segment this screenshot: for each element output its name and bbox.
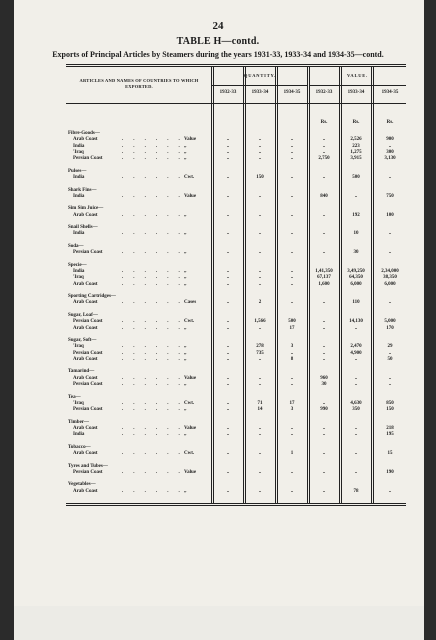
table-cell: .. xyxy=(322,469,326,475)
article-heading: Timber— xyxy=(68,419,90,425)
table-cell: .. xyxy=(258,451,262,456)
table-bottom-rule xyxy=(66,503,406,504)
unit-label: „ xyxy=(184,382,187,387)
table-cell: 500 xyxy=(288,319,296,325)
country-label: Persian Coast xyxy=(73,350,103,356)
country-label: Persian Coast xyxy=(73,156,103,162)
country-label: Arab Coast xyxy=(73,212,98,218)
table-cell: .. xyxy=(226,300,230,306)
leader-dots: . . . . . . xyxy=(122,269,185,274)
unit-label: „ xyxy=(184,432,187,438)
country-label: Persian Coast xyxy=(73,407,103,413)
table-cell: 50 xyxy=(387,356,393,362)
country-label: India xyxy=(73,193,85,199)
article-heading: Sporting Cartridges— xyxy=(68,294,116,300)
table-cell: 2,526 xyxy=(350,137,362,143)
table-cell: 223 xyxy=(352,143,360,149)
unit-label: Value xyxy=(184,137,197,143)
table-cell: .. xyxy=(354,356,358,362)
table-cell: 1 xyxy=(290,451,294,456)
leader-dots: . . . . . . xyxy=(122,425,185,431)
table-cell: 195 xyxy=(386,432,394,438)
table-cell: .. xyxy=(258,212,262,218)
table-cell: 38,350 xyxy=(383,275,397,281)
table-cell: 17 xyxy=(289,400,295,406)
table-cell: .. xyxy=(258,193,262,199)
unit-label: Cases xyxy=(184,300,197,306)
table-cell: 850 xyxy=(386,400,394,406)
value-unit-label: Rs. xyxy=(320,120,328,125)
table-cell: .. xyxy=(290,149,294,155)
table-cell: .. xyxy=(290,469,294,475)
table-top-rule-double xyxy=(66,66,406,67)
article-heading: Specie— xyxy=(68,262,87,268)
table-cell: 150 xyxy=(386,407,394,413)
unit-label: „ xyxy=(184,156,187,162)
article-heading: Tamarind— xyxy=(68,369,95,375)
leader-dots: . . . . . . xyxy=(122,281,185,287)
table-cell: .. xyxy=(226,425,230,431)
table-cell: 735 xyxy=(256,350,264,356)
table-cell: .. xyxy=(226,325,230,331)
country-label: Arab Coast xyxy=(73,425,98,431)
table-cell: 2,750 xyxy=(318,156,330,162)
table-cell: .. xyxy=(290,281,294,287)
leader-dots: . . . . . . xyxy=(122,356,185,362)
table-cell: 900 xyxy=(386,137,394,143)
table-cell: .. xyxy=(226,488,230,494)
table-cell: .. xyxy=(322,488,326,494)
article-heading: Tea— xyxy=(68,394,81,400)
table-cell: 5,000 xyxy=(384,319,396,325)
table-cell: .. xyxy=(290,350,294,356)
table-cell: 110 xyxy=(352,300,360,306)
table-cell: .. xyxy=(290,425,294,431)
table-cell: .. xyxy=(226,156,230,162)
table-cell: .. xyxy=(258,375,262,381)
table-cell: .. xyxy=(226,250,230,256)
table-top-rule xyxy=(66,64,406,65)
country-label: Arab Coast xyxy=(73,488,98,494)
article-heading: Fibre-Goods— xyxy=(68,131,100,136)
table-cell: .. xyxy=(290,275,294,281)
leader-dots: . . . . . . xyxy=(122,250,185,256)
table-cell: 71 xyxy=(257,400,263,406)
leader-dots: . . . . . . xyxy=(122,400,185,406)
table-cell: .. xyxy=(322,432,326,438)
table-cell: .. xyxy=(354,425,358,431)
leader-dots: . . . . . . xyxy=(122,319,185,325)
table-cell: .. xyxy=(258,269,262,274)
table-cell: 750 xyxy=(386,193,394,199)
table-cell: .. xyxy=(322,350,326,356)
table-cell: 14 xyxy=(257,407,263,413)
unit-label: „ xyxy=(184,356,187,362)
table-cell: .. xyxy=(322,344,326,350)
table-cell: .. xyxy=(258,275,262,281)
article-heading: Sugar, Loaf— xyxy=(68,312,98,318)
country-label: Persian Coast xyxy=(73,382,103,387)
table-cell: 10 xyxy=(353,231,359,237)
table-title: TABLE H—contd. xyxy=(176,36,260,47)
table-cell: .. xyxy=(388,231,392,237)
table-cell: .. xyxy=(258,488,262,494)
table-cell: 840 xyxy=(320,193,328,199)
article-heading: Sim Sim Juice— xyxy=(68,206,104,212)
table-cell: .. xyxy=(226,400,230,406)
table-cell: .. xyxy=(388,250,392,256)
article-heading: Vegetables— xyxy=(68,482,96,488)
unit-label: „ xyxy=(184,231,187,237)
unit-label: Cwt. xyxy=(184,175,195,180)
quantity-header: QUANTITY. xyxy=(243,73,277,78)
unit-label: „ xyxy=(184,325,187,331)
leader-dots: . . . . . . xyxy=(122,451,185,456)
table-cell: .. xyxy=(322,175,326,180)
country-label: Arab Coast xyxy=(73,325,98,331)
table-cell: .. xyxy=(388,175,392,180)
table-cell: .. xyxy=(226,375,230,381)
table-cell: .. xyxy=(290,156,294,162)
table-cell: 4,900 xyxy=(350,350,362,356)
table-cell: .. xyxy=(226,432,230,438)
table-cell: .. xyxy=(226,231,230,237)
country-label: Arab Coast xyxy=(73,137,98,143)
table-cell: .. xyxy=(226,212,230,218)
quantity-group-rule xyxy=(212,85,307,86)
articles-column-header: ARTICLES AND NAMES OF COUNTRIES TO WHICH EXPORTED. xyxy=(79,78,199,89)
table-cell: .. xyxy=(290,300,294,306)
unit-label: „ xyxy=(184,281,187,287)
table-cell: .. xyxy=(354,469,358,475)
unit-label: Value xyxy=(184,469,197,475)
table-cell: .. xyxy=(322,319,326,325)
table-cell: .. xyxy=(290,250,294,256)
table-cell: .. xyxy=(322,212,326,218)
country-label: Arab Coast xyxy=(73,356,98,362)
country-label: India xyxy=(73,143,85,149)
table-cell: .. xyxy=(258,325,262,331)
country-label: India xyxy=(73,231,85,237)
table-cell: .. xyxy=(226,175,230,180)
table-cell: 15 xyxy=(387,451,393,456)
unit-label: Value xyxy=(184,375,197,381)
country-label: Persian Coast xyxy=(73,319,103,325)
article-heading: Sugar, Soft— xyxy=(68,338,97,343)
unit-label: Cwt. xyxy=(184,400,195,406)
table-cell: .. xyxy=(258,432,262,438)
table-cell: 67,137 xyxy=(317,275,331,281)
table-cell: 4,630 xyxy=(350,400,362,406)
table-cell: .. xyxy=(226,350,230,356)
unit-label: Cwt. xyxy=(184,451,195,456)
table-cell: 1,566 xyxy=(254,319,266,325)
page-number: 24 xyxy=(212,20,224,32)
value-header: VALUE. xyxy=(346,73,369,78)
table-cell: 6,000 xyxy=(350,281,362,287)
table-cell: .. xyxy=(388,300,392,306)
table-cell: .. xyxy=(290,212,294,218)
table-cell: .. xyxy=(388,488,392,494)
leader-dots: . . . . . . xyxy=(122,432,185,438)
table-cell: .. xyxy=(322,143,326,149)
table-cell: 300 xyxy=(386,149,394,155)
article-heading: Pulses— xyxy=(68,168,87,174)
table-cell: .. xyxy=(290,382,294,387)
table-cell: 14,130 xyxy=(349,319,363,325)
table-cell: .. xyxy=(354,193,358,199)
table-cell: .. xyxy=(258,425,262,431)
country-label: 'Iraq xyxy=(73,400,84,406)
table-cell: 3 xyxy=(290,344,294,350)
table-cell: .. xyxy=(226,143,230,149)
table-cell: .. xyxy=(226,275,230,281)
country-label: India xyxy=(73,175,85,180)
table-cell: .. xyxy=(258,231,262,237)
leader-dots: . . . . . . xyxy=(122,231,185,237)
leader-dots: . . . . . . xyxy=(122,469,185,475)
year-header: 1932-33 xyxy=(315,90,333,95)
table-cell: 3,915 xyxy=(350,156,362,162)
table-cell: .. xyxy=(226,281,230,287)
leader-dots: . . . . . . xyxy=(122,375,185,381)
table-cell: 1,41,350 xyxy=(315,269,333,274)
country-label: Persian Coast xyxy=(73,469,103,475)
leader-dots: . . . . . . xyxy=(122,143,185,149)
unit-label: „ xyxy=(184,488,187,494)
unit-label: Value xyxy=(184,425,197,431)
table-cell: .. xyxy=(290,432,294,438)
table-cell: .. xyxy=(258,356,262,362)
table-cell: 3,130 xyxy=(384,156,396,162)
table-cell: .. xyxy=(322,300,326,306)
table-cell: 150 xyxy=(256,175,264,180)
table-cell: 960 xyxy=(320,375,328,381)
article-heading: Tyres and Tubes— xyxy=(68,463,108,469)
table-cell: 500 xyxy=(352,175,360,180)
unit-label: „ xyxy=(184,143,187,149)
table-cell: 190 xyxy=(386,469,394,475)
table-cell: 192 xyxy=(352,212,360,218)
unit-label: „ xyxy=(184,149,187,155)
table-cell: .. xyxy=(226,137,230,143)
table-cell: 17 xyxy=(289,325,295,331)
table-cell: .. xyxy=(388,143,392,149)
leader-dots: . . . . . . xyxy=(122,175,185,180)
leader-dots: . . . . . . xyxy=(122,350,185,356)
table-cell: 30 xyxy=(353,250,359,256)
table-cell: .. xyxy=(322,231,326,237)
leader-dots: . . . . . . xyxy=(122,407,185,413)
leader-dots: . . . . . . xyxy=(122,137,185,143)
leader-dots: . . . . . . xyxy=(122,300,185,306)
table-cell: .. xyxy=(322,451,326,456)
unit-label: „ xyxy=(184,250,187,256)
unit-label: „ xyxy=(184,344,187,350)
table-cell: 3 xyxy=(290,407,294,413)
article-heading: Tobacco— xyxy=(68,444,91,450)
table-cell: 218 xyxy=(386,425,394,431)
table-cell: .. xyxy=(322,400,326,406)
leader-dots: . . . . . . xyxy=(122,344,185,350)
table-cell: .. xyxy=(226,382,230,387)
country-label: India xyxy=(73,269,85,274)
table-cell: .. xyxy=(226,319,230,325)
header-bottom-rule xyxy=(66,103,406,104)
table-cell: 8 xyxy=(290,356,294,362)
table-cell: 1,275 xyxy=(350,149,362,155)
table-cell: 990 xyxy=(320,407,328,413)
table-cell: .. xyxy=(290,488,294,494)
year-header: 1933-34 xyxy=(251,90,269,95)
table-cell: .. xyxy=(258,382,262,387)
table-cell: .. xyxy=(322,325,326,331)
table-cell: 78 xyxy=(353,488,359,494)
unit-label: „ xyxy=(184,407,187,413)
table-cell: 6,000 xyxy=(384,281,396,287)
table-cell: .. xyxy=(258,143,262,149)
table-bottom-rule-double xyxy=(66,505,406,506)
country-label: Arab Coast xyxy=(73,375,98,381)
table-cell: .. xyxy=(258,281,262,287)
table-cell: .. xyxy=(290,137,294,143)
unit-label: „ xyxy=(184,212,187,218)
table-cell: .. xyxy=(226,149,230,155)
country-label: Arab Coast xyxy=(73,300,98,306)
table-cell: .. xyxy=(290,143,294,149)
unit-label: Value xyxy=(184,193,197,199)
year-header: 1934-35 xyxy=(283,90,301,95)
leader-dots: . . . . . . xyxy=(122,212,185,218)
table-cell: .. xyxy=(226,193,230,199)
table-cell: .. xyxy=(258,469,262,475)
country-label: 'Iraq xyxy=(73,344,84,350)
table-cell: .. xyxy=(226,356,230,362)
table-cell: 29 xyxy=(387,344,393,350)
table-cell: .. xyxy=(290,193,294,199)
table-cell: .. xyxy=(290,231,294,237)
leader-dots: . . . . . . xyxy=(122,193,185,199)
table-cell: .. xyxy=(388,382,392,387)
leader-dots: . . . . . . xyxy=(122,325,185,331)
unit-label: „ xyxy=(184,350,187,356)
table-cell: .. xyxy=(290,175,294,180)
year-header: 1933-34 xyxy=(347,90,365,95)
table-cell: .. xyxy=(226,407,230,413)
leader-dots: . . . . . . xyxy=(122,149,185,155)
table-cell: .. xyxy=(322,425,326,431)
table-cell: 278 xyxy=(256,344,264,350)
table-cell: .. xyxy=(354,382,358,387)
table-cell: .. xyxy=(226,344,230,350)
unit-label: Cwt. xyxy=(184,319,195,325)
value-unit-label: Rs. xyxy=(386,120,394,125)
table-cell: .. xyxy=(388,350,392,356)
country-label: 'Iraq xyxy=(73,149,84,155)
table-cell: .. xyxy=(226,451,230,456)
table-cell: .. xyxy=(354,325,358,331)
value-unit-label: Rs. xyxy=(352,120,360,125)
page-bottom-margin xyxy=(14,606,424,640)
table-cell: .. xyxy=(322,356,326,362)
country-label: Arab Coast xyxy=(73,281,98,287)
leader-dots: . . . . . . xyxy=(122,488,185,494)
table-cell: 2 xyxy=(258,300,262,306)
leader-dots: . . . . . . xyxy=(122,382,185,387)
table-cell: 350 xyxy=(352,407,360,413)
country-label: Persian Coast xyxy=(73,250,103,256)
table-cell: .. xyxy=(322,149,326,155)
table-cell: .. xyxy=(290,269,294,274)
table-cell: 100 xyxy=(386,212,394,218)
table-cell: .. xyxy=(354,432,358,438)
article-heading: Shark Fins— xyxy=(68,187,97,193)
table-cell: .. xyxy=(258,149,262,155)
table-cell: .. xyxy=(258,156,262,162)
table-cell: .. xyxy=(388,375,392,381)
table-cell: .. xyxy=(322,137,326,143)
table-cell: 2,470 xyxy=(350,344,362,350)
table-cell: .. xyxy=(226,469,230,475)
leader-dots: . . . . . . xyxy=(122,156,185,162)
article-heading: Soda— xyxy=(68,243,84,249)
year-header: 1934-35 xyxy=(381,90,399,95)
unit-label: „ xyxy=(184,275,187,281)
country-label: Arab Coast xyxy=(73,451,98,456)
table-cell: .. xyxy=(322,250,326,256)
value-group-rule xyxy=(309,85,406,86)
country-label: India xyxy=(73,432,85,438)
table-cell: .. xyxy=(290,375,294,381)
table-cell: .. xyxy=(354,451,358,456)
table-cell: 3,49,250 xyxy=(347,269,365,274)
table-cell: .. xyxy=(354,375,358,381)
article-heading: Snail Shells— xyxy=(68,225,98,231)
table-cell: .. xyxy=(258,250,262,256)
unit-label: „ xyxy=(184,269,187,274)
table-cell: 30 xyxy=(321,382,327,387)
table-cell: 1,600 xyxy=(318,281,330,287)
table-cell: 170 xyxy=(386,325,394,331)
table-cell: 2,34,000 xyxy=(381,269,399,274)
year-header: 1932-33 xyxy=(219,90,237,95)
table-cell: 64,350 xyxy=(349,275,363,281)
table-cell: .. xyxy=(226,269,230,274)
country-label: 'Iraq xyxy=(73,275,84,281)
table-subtitle: Exports of Principal Articles by Steamers during the years 1931-33, 1933-34 and 1934-35—contd. xyxy=(52,50,384,59)
table-cell: .. xyxy=(258,137,262,143)
leader-dots: . . . . . . xyxy=(122,275,185,281)
